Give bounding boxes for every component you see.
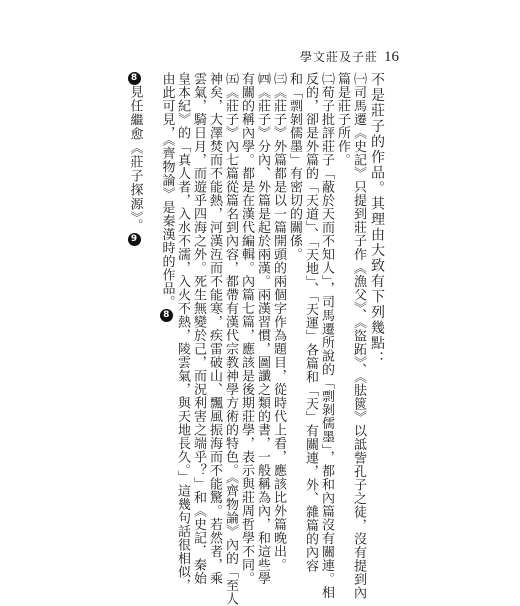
footnote-number-icon: 8 xyxy=(128,72,141,85)
text-column-7: ㈢《莊子》外篇都是以一篇開頭的兩個字作為題目，從時代上看，應該比外篇晚出。 xyxy=(271,72,286,572)
text-column-1: 不是莊子的作品。其理由大致有下列幾點： xyxy=(369,72,385,367)
text-column-11: 神矣，大澤焚而不能熱，河漢沍而不能寒，疾雷破山、飄風振海而不能驚。若然者，乘 xyxy=(207,72,222,585)
footnote-text: 見任繼愈《莊子探源》。 xyxy=(127,85,143,233)
text-column-6: 和「剽剝儒墨」有密切的關係。 xyxy=(287,72,302,261)
footnote-mark-icon: 8 xyxy=(160,309,173,322)
text-column-4: ㈡荀子批評莊子「蔽於天而不知人」，司馬遷所說的「剽剝儒墨」，都和內篇沒有關連。相 xyxy=(319,72,334,599)
text-column-12: 雲氣，騎日月，而遊乎四海之外。死生無變於己，而況利害之端乎？」和《史記．秦始 xyxy=(191,72,206,585)
running-head-title: 學文莊及子莊 xyxy=(300,50,379,64)
text-column-14-text: 由此可見，《齊物論》是秦漢時的作品。 xyxy=(159,72,175,309)
footnote-end-icon: 9 xyxy=(128,233,141,246)
page-number: 16 xyxy=(384,49,400,65)
text-column-9: 有關的稱內學。都是在漢代編輯。內篇七篇，應該是後期莊學，表示與莊周哲學不同。 xyxy=(239,72,254,585)
text-column-5: 反的，卻是外篇的「天道」、「天地」、「天運」各篇和「天」有關連，外、雜篇的內容 xyxy=(303,72,318,573)
text-column-10: ㈤《莊子》內七篇從篇名到內容，都帶有漢代宗教神學方術的特色。《齊物論》內的「至人 xyxy=(223,72,238,606)
footnote xyxy=(128,72,142,246)
text-column-2: ㈠司馬遷《史記》只提到莊子作《漁父》、《盜跖》、《胠篋》以詆訾孔子之徒，沒有提到內 xyxy=(351,72,366,600)
text-column-8: ㈣《莊子》分內、外篇是起於兩漢。兩漢習慣，圖讖之類的書，一般稱為內，和這些學 xyxy=(255,72,270,585)
text-column-3: 篇是莊子所作。 xyxy=(335,72,350,167)
running-head xyxy=(300,48,420,68)
text-column-14 xyxy=(160,72,174,322)
text-column-13: 皇本紀》的「真人者，入水不濡，入火不熱，陵雲氣，與天地長久。」這幾句話很相似， xyxy=(175,72,190,592)
